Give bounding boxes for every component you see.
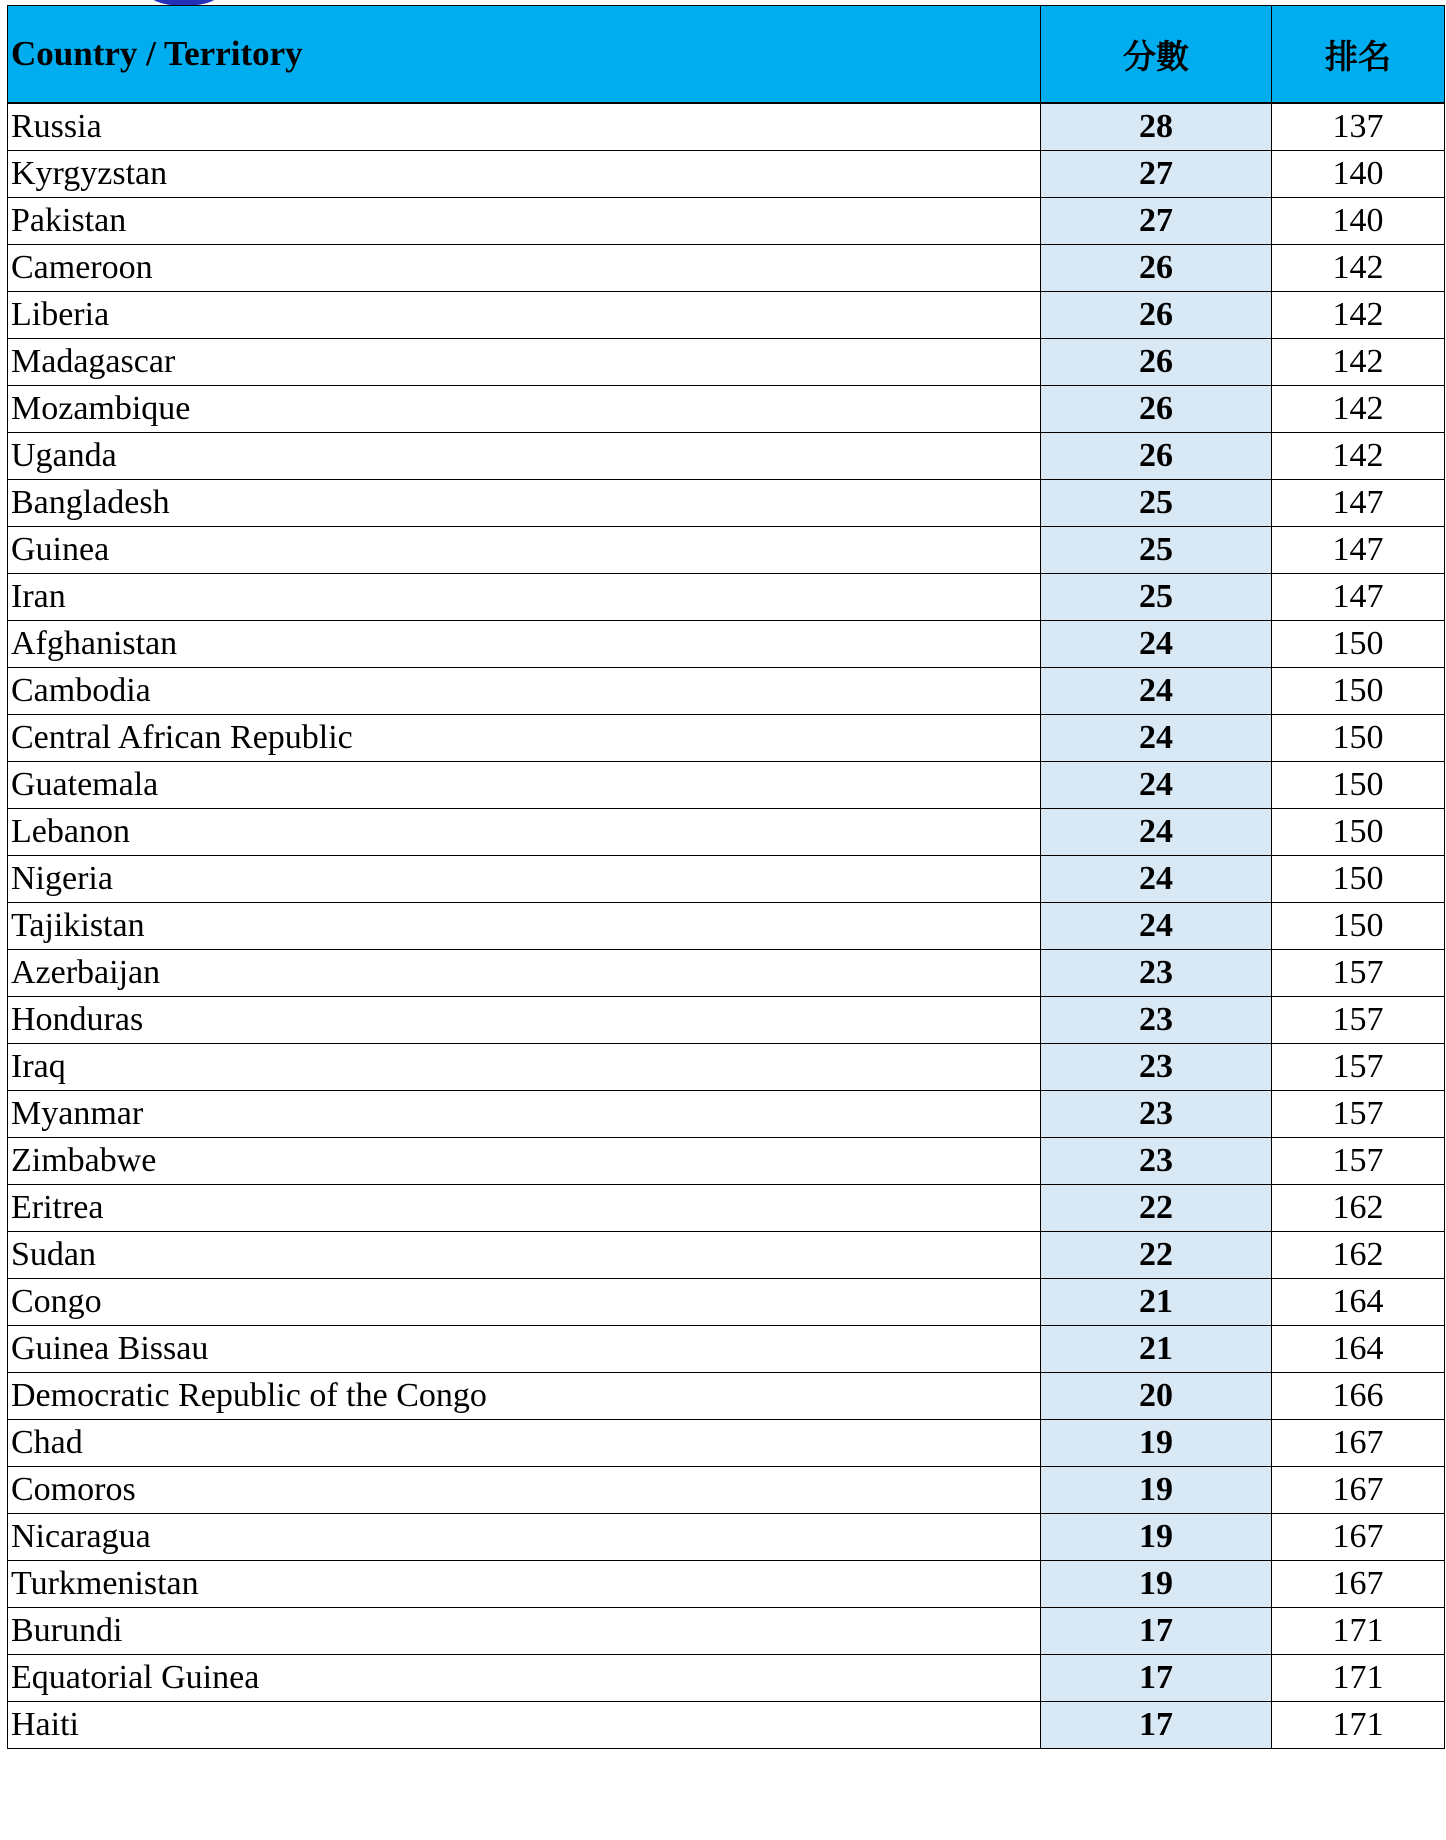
cell-rank: 142 [1272, 386, 1445, 433]
cell-rank: 162 [1272, 1232, 1445, 1279]
table-row [8, 1138, 1445, 1185]
cell-rank: 167 [1272, 1514, 1445, 1561]
table-row [8, 1044, 1445, 1091]
cell-country: Lebanon [8, 809, 1041, 856]
cell-rank: 171 [1272, 1702, 1445, 1749]
table-row [8, 668, 1445, 715]
cell-country: Bangladesh [8, 480, 1041, 527]
cell-score: 19 [1041, 1420, 1272, 1467]
cell-rank: 150 [1272, 809, 1445, 856]
table-row [8, 1655, 1445, 1702]
table-body [8, 103, 1445, 1749]
table-row [8, 1561, 1445, 1608]
cell-country: Liberia [8, 292, 1041, 339]
cell-country: Turkmenistan [8, 1561, 1041, 1608]
cell-score: 23 [1041, 997, 1272, 1044]
cell-score: 23 [1041, 1138, 1272, 1185]
table-row [8, 1514, 1445, 1561]
cell-score: 26 [1041, 386, 1272, 433]
cell-country: Guinea Bissau [8, 1326, 1041, 1373]
table-row [8, 856, 1445, 903]
table-row [8, 762, 1445, 809]
table-row [8, 103, 1445, 151]
cell-score: 24 [1041, 715, 1272, 762]
cell-score: 24 [1041, 762, 1272, 809]
cell-rank: 147 [1272, 480, 1445, 527]
cell-rank: 147 [1272, 574, 1445, 621]
cell-rank: 150 [1272, 715, 1445, 762]
cell-country: Russia [8, 103, 1041, 151]
column-header-score: 分數 [1041, 6, 1272, 104]
cell-score: 19 [1041, 1467, 1272, 1514]
cell-rank: 167 [1272, 1561, 1445, 1608]
cell-score: 21 [1041, 1279, 1272, 1326]
cell-country: Nigeria [8, 856, 1041, 903]
column-header-rank: 排名 [1272, 6, 1445, 104]
cell-score: 20 [1041, 1373, 1272, 1420]
cell-country: Afghanistan [8, 621, 1041, 668]
table-row [8, 1608, 1445, 1655]
table-row [8, 1279, 1445, 1326]
table-row [8, 151, 1445, 198]
table-row [8, 1185, 1445, 1232]
table-row [8, 809, 1445, 856]
cell-score: 23 [1041, 1091, 1272, 1138]
cell-country: Madagascar [8, 339, 1041, 386]
cell-score: 27 [1041, 151, 1272, 198]
table-row [8, 1326, 1445, 1373]
cell-country: Congo [8, 1279, 1041, 1326]
cell-rank: 167 [1272, 1420, 1445, 1467]
cell-country: Sudan [8, 1232, 1041, 1279]
cell-country: Azerbaijan [8, 950, 1041, 997]
cell-country: Myanmar [8, 1091, 1041, 1138]
cell-rank: 150 [1272, 856, 1445, 903]
table-row [8, 997, 1445, 1044]
table-row [8, 198, 1445, 245]
cell-rank: 150 [1272, 668, 1445, 715]
cell-country: Guinea [8, 527, 1041, 574]
table-row [8, 574, 1445, 621]
cell-rank: 157 [1272, 950, 1445, 997]
cell-rank: 157 [1272, 1138, 1445, 1185]
cell-score: 21 [1041, 1326, 1272, 1373]
table-row [8, 621, 1445, 668]
table-row [8, 292, 1445, 339]
cell-country: Honduras [8, 997, 1041, 1044]
table-row [8, 433, 1445, 480]
cell-country: Mozambique [8, 386, 1041, 433]
cell-country: Tajikistan [8, 903, 1041, 950]
cell-country: Cambodia [8, 668, 1041, 715]
cell-country: Equatorial Guinea [8, 1655, 1041, 1702]
cell-rank: 142 [1272, 339, 1445, 386]
table-row [8, 1467, 1445, 1514]
cell-score: 26 [1041, 292, 1272, 339]
cell-score: 24 [1041, 621, 1272, 668]
cell-country: Comoros [8, 1467, 1041, 1514]
table-row [8, 527, 1445, 574]
cell-country: Kyrgyzstan [8, 151, 1041, 198]
table-header [8, 6, 1445, 104]
cell-rank: 162 [1272, 1185, 1445, 1232]
cell-score: 25 [1041, 480, 1272, 527]
cell-country: Eritrea [8, 1185, 1041, 1232]
table-row [8, 903, 1445, 950]
table-row [8, 1232, 1445, 1279]
cell-score: 17 [1041, 1702, 1272, 1749]
cell-rank: 171 [1272, 1655, 1445, 1702]
cell-rank: 142 [1272, 433, 1445, 480]
table-row [8, 1373, 1445, 1420]
cell-score: 24 [1041, 668, 1272, 715]
cell-rank: 157 [1272, 997, 1445, 1044]
cell-score: 19 [1041, 1514, 1272, 1561]
table-row [8, 339, 1445, 386]
cell-score: 17 [1041, 1655, 1272, 1702]
cell-score: 24 [1041, 903, 1272, 950]
cell-country: Democratic Republic of the Congo [8, 1373, 1041, 1420]
table-row [8, 480, 1445, 527]
cell-score: 25 [1041, 527, 1272, 574]
cell-rank: 157 [1272, 1044, 1445, 1091]
cell-score: 23 [1041, 1044, 1272, 1091]
cell-score: 17 [1041, 1608, 1272, 1655]
cell-rank: 137 [1272, 103, 1445, 151]
cell-country: Pakistan [8, 198, 1041, 245]
cell-rank: 140 [1272, 198, 1445, 245]
cell-rank: 147 [1272, 527, 1445, 574]
cell-rank: 164 [1272, 1326, 1445, 1373]
cell-country: Haiti [8, 1702, 1041, 1749]
cell-rank: 140 [1272, 151, 1445, 198]
header-row [8, 6, 1445, 104]
cell-country: Central African Republic [8, 715, 1041, 762]
table-row [8, 950, 1445, 997]
table-row [8, 1091, 1445, 1138]
ranking-table [7, 5, 1445, 1749]
cell-rank: 167 [1272, 1467, 1445, 1514]
cell-score: 23 [1041, 950, 1272, 997]
table-row [8, 245, 1445, 292]
cell-score: 26 [1041, 433, 1272, 480]
cell-rank: 166 [1272, 1373, 1445, 1420]
cell-country: Iran [8, 574, 1041, 621]
cell-rank: 142 [1272, 292, 1445, 339]
table-row [8, 386, 1445, 433]
cell-score: 28 [1041, 103, 1272, 151]
cell-rank: 171 [1272, 1608, 1445, 1655]
cell-rank: 164 [1272, 1279, 1445, 1326]
cell-country: Iraq [8, 1044, 1041, 1091]
cell-score: 27 [1041, 198, 1272, 245]
cell-rank: 142 [1272, 245, 1445, 292]
table-row [8, 1420, 1445, 1467]
cell-country: Uganda [8, 433, 1041, 480]
table-row [8, 1702, 1445, 1749]
cell-rank: 150 [1272, 762, 1445, 809]
cell-score: 22 [1041, 1185, 1272, 1232]
cell-score: 19 [1041, 1561, 1272, 1608]
cell-score: 26 [1041, 245, 1272, 292]
cell-rank: 150 [1272, 903, 1445, 950]
cell-rank: 150 [1272, 621, 1445, 668]
cell-rank: 157 [1272, 1091, 1445, 1138]
cell-score: 24 [1041, 856, 1272, 903]
cell-country: Burundi [8, 1608, 1041, 1655]
cell-country: Chad [8, 1420, 1041, 1467]
cell-country: Zimbabwe [8, 1138, 1041, 1185]
cell-score: 22 [1041, 1232, 1272, 1279]
cell-score: 26 [1041, 339, 1272, 386]
column-header-country: Country / Territory [8, 6, 1041, 104]
cell-score: 24 [1041, 809, 1272, 856]
table-row [8, 715, 1445, 762]
cell-score: 25 [1041, 574, 1272, 621]
cell-country: Nicaragua [8, 1514, 1041, 1561]
cell-country: Guatemala [8, 762, 1041, 809]
cell-country: Cameroon [8, 245, 1041, 292]
